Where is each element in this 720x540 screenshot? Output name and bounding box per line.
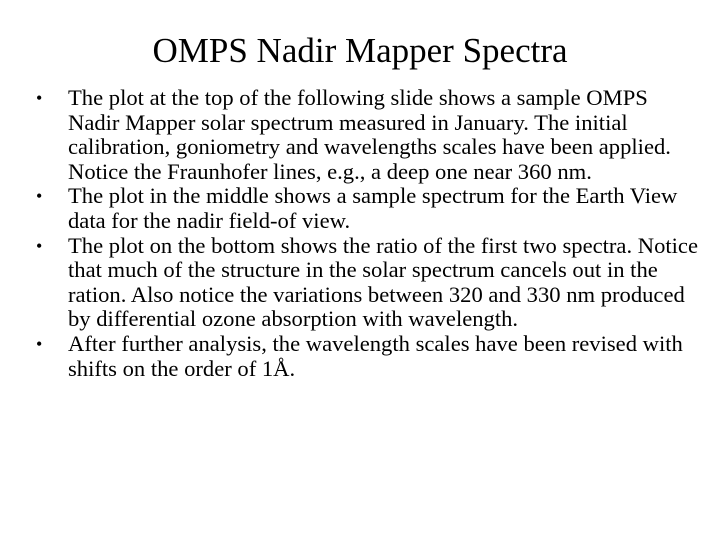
bullet-dot-icon: • <box>36 186 43 207</box>
bullet-list <box>30 86 700 381</box>
slide-title: OMPS Nadir Mapper Spectra <box>152 31 568 70</box>
bullet-text: The plot on the bottom shows the ratio of the first two spectra. Notice that much of the structure in the solar spectrum cancels out in the ration. Also notice the variations between 320 and 330 nm produced by differential ozone absorption with wavelength. <box>68 232 698 332</box>
bullet-dot-icon: • <box>36 333 43 354</box>
bullet-item <box>30 184 700 233</box>
bullet-item <box>30 86 700 184</box>
bullet-item <box>30 234 700 332</box>
bullet-item <box>30 332 700 381</box>
bullet-dot-icon: • <box>36 235 43 256</box>
bullet-text: The plot in the middle shows a sample spectrum for the Earth View data for the nadir field-of view. <box>68 183 678 233</box>
bullet-text: After further analysis, the wavelength scales have been revised with shifts on the order of 1Å. <box>68 330 683 381</box>
bullet-dot-icon: • <box>36 88 43 108</box>
bullet-text: The plot at the top of the following slide shows a sample OMPS Nadir Mapper solar spectrum measured in January. The initial calibration, goniometry and wavelengths scales have been applied. Notice the Fraunhofer lines, e.g., a deep one near 360 nm. <box>68 85 671 184</box>
